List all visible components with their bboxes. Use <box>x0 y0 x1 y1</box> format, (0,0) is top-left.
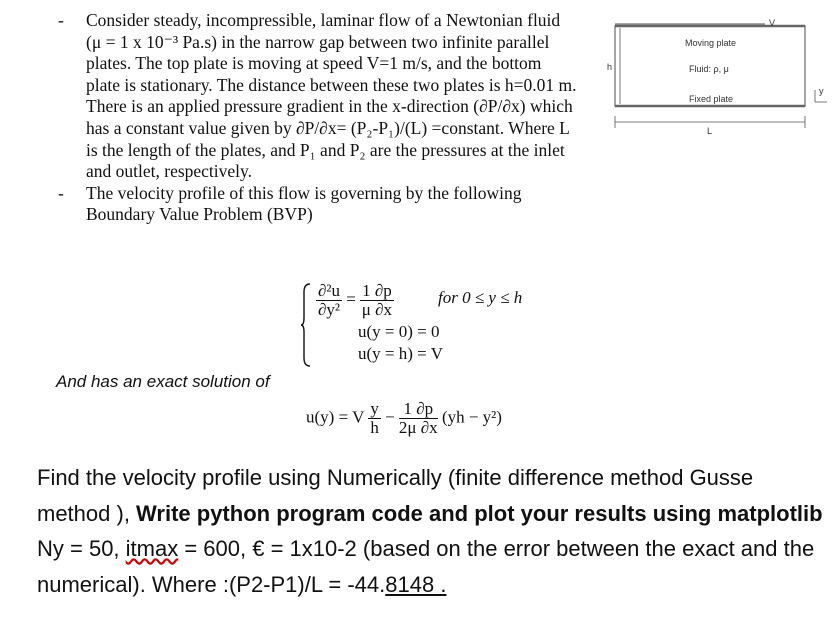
bullet-2 <box>58 183 578 226</box>
task-underlined-value: 8148 . <box>385 571 447 597</box>
exact-tail: (yh − y²) <box>441 407 502 427</box>
differential-equation <box>316 282 394 319</box>
parallel-plates-diagram <box>605 14 835 144</box>
task-part-1: Find the velocity profile using Numerically (finite difference method Gusse method ), <box>37 465 754 526</box>
axis-arrows-icon <box>815 86 827 102</box>
velocity-label: V <box>769 18 776 28</box>
left-brace-icon <box>300 282 312 368</box>
pressure-term-numerator: 1 ∂p <box>399 400 438 419</box>
fixed-plate-label: Fixed plate <box>689 94 734 104</box>
height-label: h <box>607 62 613 72</box>
bullet-1-text: Consider steady, incompressible, laminar flow of a Newtonian fluid (μ = 1 x 10⁻³ Pa.s) in the narrow gap between two infinite parallel plates. The top plate is moving at speed V=1 m/s, and the bottom plate is stationary. The distance between these two plates is h=0.01 m. There is an applied pressure gradient in the x-direction (∂P/∂x) which has a constant value given by ∂P/∂x= (P₂-P₁)/(L) =constant. Where L is the length of the plates, and P₁ and P₂ are the pressures at the inlet and outlet, respectively. <box>86 10 577 182</box>
lhs-denominator: ∂y² <box>318 300 340 319</box>
problem-statement <box>58 10 578 226</box>
exact-solution-equation <box>306 400 502 437</box>
task-description <box>37 460 827 602</box>
exact-solution-label: And has an exact solution of <box>56 372 270 391</box>
lhs-fraction <box>316 282 342 319</box>
itmax-word: itmax <box>125 536 179 561</box>
equals-sign: = <box>346 289 356 309</box>
y-over-h-numerator: y <box>370 399 379 418</box>
rhs-denominator: μ ∂x <box>361 300 393 319</box>
fluid-label: Fluid: ρ, μ <box>689 64 729 74</box>
y-over-h-denominator: h <box>370 418 379 437</box>
y-axis-label: y <box>819 86 824 96</box>
domain-condition: for 0 ≤ y ≤ h <box>438 288 523 307</box>
task-part-2: Ny = 50, <box>37 536 126 561</box>
rhs-numerator: 1 ∂p <box>362 281 392 300</box>
boundary-condition-1: u(y = 0) = 0 <box>358 322 440 341</box>
moving-plate-label: Moving plate <box>685 38 737 48</box>
task-part-3: = 600, € = 1x10-2 (based on the error between the exact and the numerical). Where :(P2-P1)/L = -44. <box>37 536 815 597</box>
pressure-term-fraction <box>399 400 438 437</box>
rhs-fraction <box>360 282 394 319</box>
task-bold-text: Write python program code and plot your results using matplotlib <box>136 500 823 526</box>
minus-sign: − <box>385 407 395 427</box>
bullet-dash: - <box>58 10 64 30</box>
bvp-equations <box>300 282 600 372</box>
bullet-dash: - <box>58 182 64 203</box>
y-over-h-fraction <box>368 400 381 437</box>
lhs-numerator: ∂²u <box>318 281 340 300</box>
boundary-condition-2: u(y = h) = V <box>358 344 443 363</box>
bullet-2-text: The velocity profile of this flow is governing by the following Boundary Value Problem (BVP) <box>86 182 522 225</box>
length-label: L <box>707 126 713 136</box>
exact-lhs: u(y) = V <box>306 407 365 427</box>
bullet-1 <box>58 10 578 183</box>
pressure-term-denominator: 2μ ∂x <box>398 418 438 437</box>
